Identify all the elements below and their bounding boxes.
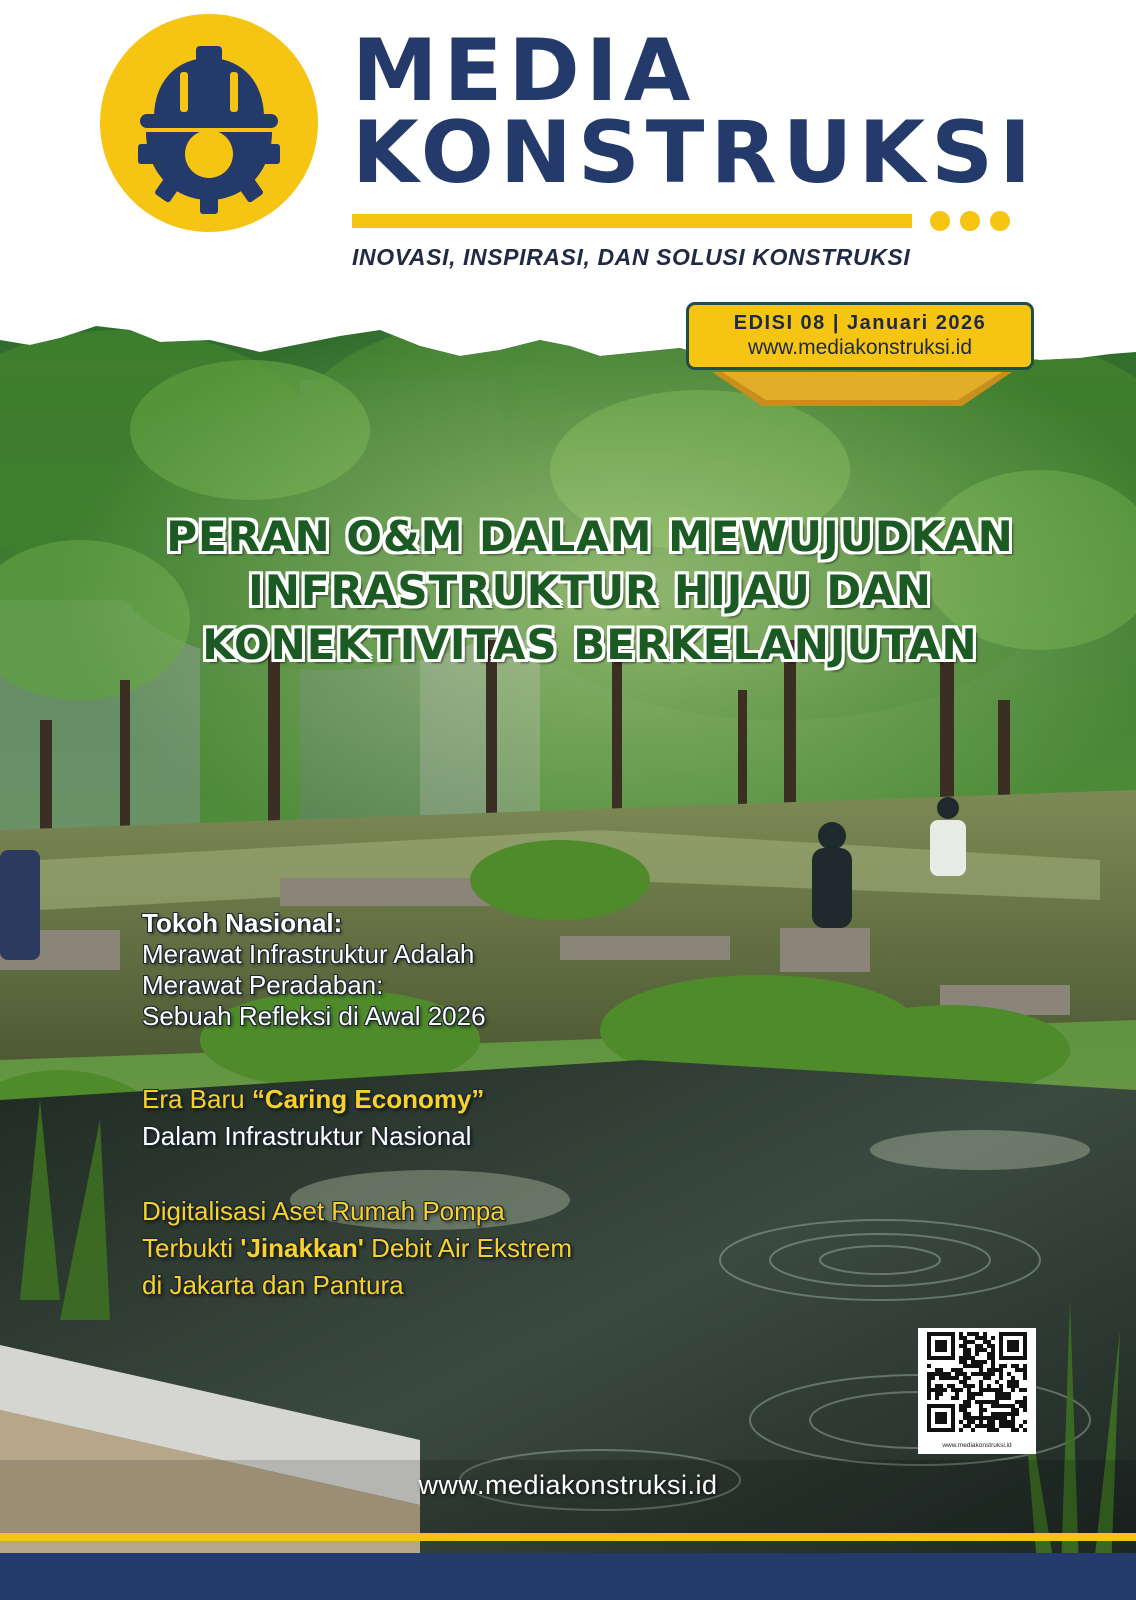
brand-title-line1: MEDIA bbox=[352, 21, 697, 121]
story-emphasis: 'Jinakkan' bbox=[240, 1233, 364, 1263]
story-line: Merawat Infrastruktur Adalah bbox=[142, 939, 475, 969]
story-emphasis: “Caring Economy” bbox=[251, 1084, 485, 1114]
footer-url[interactable]: www.mediakonstruksi.id bbox=[418, 1470, 718, 1500]
qr-caption: www.mediakonstruksi.id bbox=[942, 1442, 1012, 1449]
footer-bar-yellow bbox=[0, 1533, 1136, 1541]
edition-label: EDISI 08 | Januari 2026 bbox=[733, 312, 987, 334]
story-line bbox=[142, 1233, 762, 1264]
hardhat-gear-icon bbox=[100, 14, 318, 232]
story-line: Digitalisasi Aset Rumah Pompa bbox=[142, 1196, 505, 1226]
story-kicker: Tokoh Nasional: bbox=[142, 908, 343, 938]
badge-ribbon bbox=[712, 372, 1012, 406]
story-line: Merawat Peradaban: bbox=[142, 970, 384, 1000]
story-text: Debit Air Ekstrem bbox=[363, 1233, 572, 1263]
story-line: Sebuah Refleksi di Awal 2026 bbox=[142, 1001, 486, 1031]
cover-headline bbox=[100, 510, 1080, 672]
edition-url[interactable]: www.mediakonstruksi.id bbox=[747, 336, 973, 359]
footer-bar-navy bbox=[0, 1553, 1136, 1600]
headline-line: INFRASTRUKTUR HIJAU DAN bbox=[248, 566, 932, 615]
story-line bbox=[142, 1084, 762, 1115]
story-text: Terbukti bbox=[142, 1233, 241, 1263]
story-text: Era Baru bbox=[142, 1084, 252, 1114]
headline-line: PERAN O&M DALAM MEWUJUDKAN bbox=[166, 512, 1014, 561]
qr-code[interactable] bbox=[918, 1328, 1036, 1454]
decor-dot bbox=[960, 211, 980, 231]
brand-title-line2: KONSTRUKSI bbox=[352, 103, 1038, 203]
story-line: Dalam Infrastruktur Nasional bbox=[142, 1121, 472, 1151]
story-tokoh-nasional bbox=[142, 908, 762, 1032]
edition-badge bbox=[686, 302, 1034, 370]
decor-dot bbox=[930, 211, 950, 231]
story-caring-economy bbox=[142, 1084, 762, 1152]
headline-line: KONEKTIVITAS BERKELANJUTAN bbox=[202, 620, 978, 669]
story-line: di Jakarta dan Pantura bbox=[142, 1270, 404, 1300]
cover-stories bbox=[142, 908, 762, 1301]
qr-code-icon bbox=[918, 1328, 1036, 1442]
decor-dot bbox=[990, 211, 1010, 231]
tagline: INOVASI, INSPIRASI, DAN SOLUSI KONSTRUKSI bbox=[352, 244, 911, 270]
story-rumah-pompa bbox=[142, 1196, 762, 1301]
brand-underline bbox=[352, 214, 912, 228]
